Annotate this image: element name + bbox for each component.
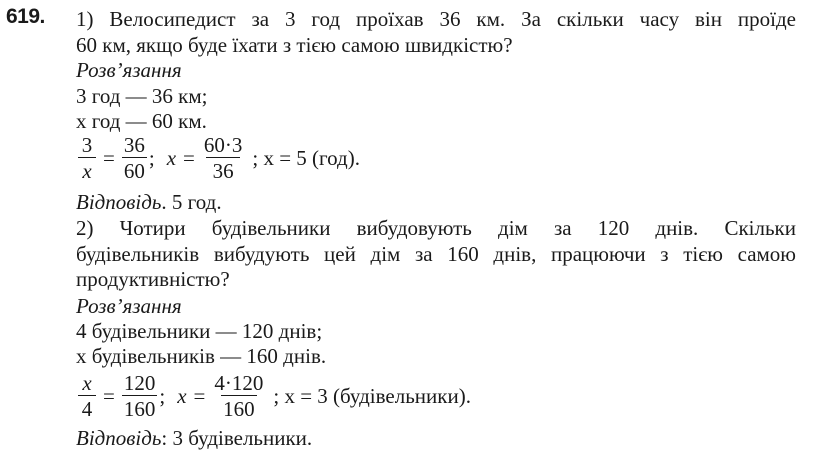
part2-fraction-3-denominator: 160 bbox=[223, 397, 255, 421]
part1-fraction-3-numerator: 60·3 bbox=[203, 133, 243, 157]
part2-fraction-2-numerator: 120 bbox=[123, 371, 156, 395]
part2-text-line-2: будівельників вибудують цей дім за 160 днів, працюючи з тією самою bbox=[76, 242, 796, 266]
part1-step-2: x год — 60 км. bbox=[76, 109, 207, 133]
part2-solution-heading: Розв’язання bbox=[76, 294, 182, 318]
part2-step-2: x будівельників — 160 днів. bbox=[76, 344, 327, 368]
part1-separator: ; bbox=[148, 145, 155, 170]
part1-fraction-1-denominator: x bbox=[78, 157, 96, 182]
part1-text-line-2: 60 км, якщо буде їхати з тією самою швидкістю? bbox=[76, 33, 513, 57]
part1-text-line-1: 1) Велосипедист за 3 год проїхав 36 км. За скільки часу він проїде bbox=[76, 7, 796, 31]
part2-answer-value: : 3 будівельники. bbox=[161, 426, 313, 450]
part2-fraction-3 bbox=[210, 372, 267, 420]
part2-equals-2: = bbox=[193, 383, 206, 408]
part2-fraction-1-denominator: 4 bbox=[78, 395, 96, 420]
part1-formula bbox=[76, 134, 360, 182]
part1-answer-label: Відповідь bbox=[76, 190, 162, 214]
part2-fraction-3-numerator: 4·120 bbox=[214, 371, 264, 395]
part1-equals-2: = bbox=[183, 145, 195, 170]
part2-fraction-1-numerator: x bbox=[82, 371, 92, 395]
problem-number: 619. bbox=[6, 5, 45, 28]
part2-formula bbox=[76, 372, 471, 420]
part1-fraction-2 bbox=[120, 134, 149, 182]
part1-solution-heading: Розв’язання bbox=[76, 58, 182, 82]
part1-fraction-1-numerator: 3 bbox=[81, 133, 93, 157]
part2-text-line-3: продуктивністю? bbox=[76, 267, 230, 291]
part1-fraction-2-numerator: 36 bbox=[123, 133, 145, 157]
part1-answer bbox=[76, 190, 222, 214]
part2-variable: x bbox=[177, 383, 187, 408]
part2-equals-1: = bbox=[103, 383, 115, 408]
part2-fraction-2 bbox=[120, 372, 160, 420]
part1-equals-1: = bbox=[103, 145, 115, 170]
part1-answer-value: . 5 год. bbox=[161, 190, 222, 214]
part1-fraction-3-denominator: 36 bbox=[206, 157, 240, 182]
part2-answer-label: Відповідь bbox=[76, 426, 162, 450]
part2-result: ; x = 3 (будівельники). bbox=[273, 383, 471, 408]
part1-fraction-1 bbox=[76, 134, 98, 182]
part1-fraction-3 bbox=[200, 134, 247, 182]
part2-answer bbox=[76, 426, 312, 450]
part2-fraction-2-denominator: 160 bbox=[123, 397, 156, 421]
part1-step-1: 3 год — 36 км; bbox=[76, 84, 208, 108]
part2-step-1: 4 будівельники — 120 днів; bbox=[76, 319, 323, 343]
part2-text-line-1: 2) Чотири будівельники вибудовують дім за 120 днів. Скільки bbox=[76, 216, 796, 240]
part1-result: ; x = 5 (год). bbox=[252, 145, 360, 170]
part1-variable: x bbox=[166, 145, 177, 170]
part2-separator: ; bbox=[159, 383, 166, 408]
part2-fraction-1 bbox=[76, 372, 98, 420]
part1-fraction-2-denominator: 60 bbox=[123, 159, 145, 183]
